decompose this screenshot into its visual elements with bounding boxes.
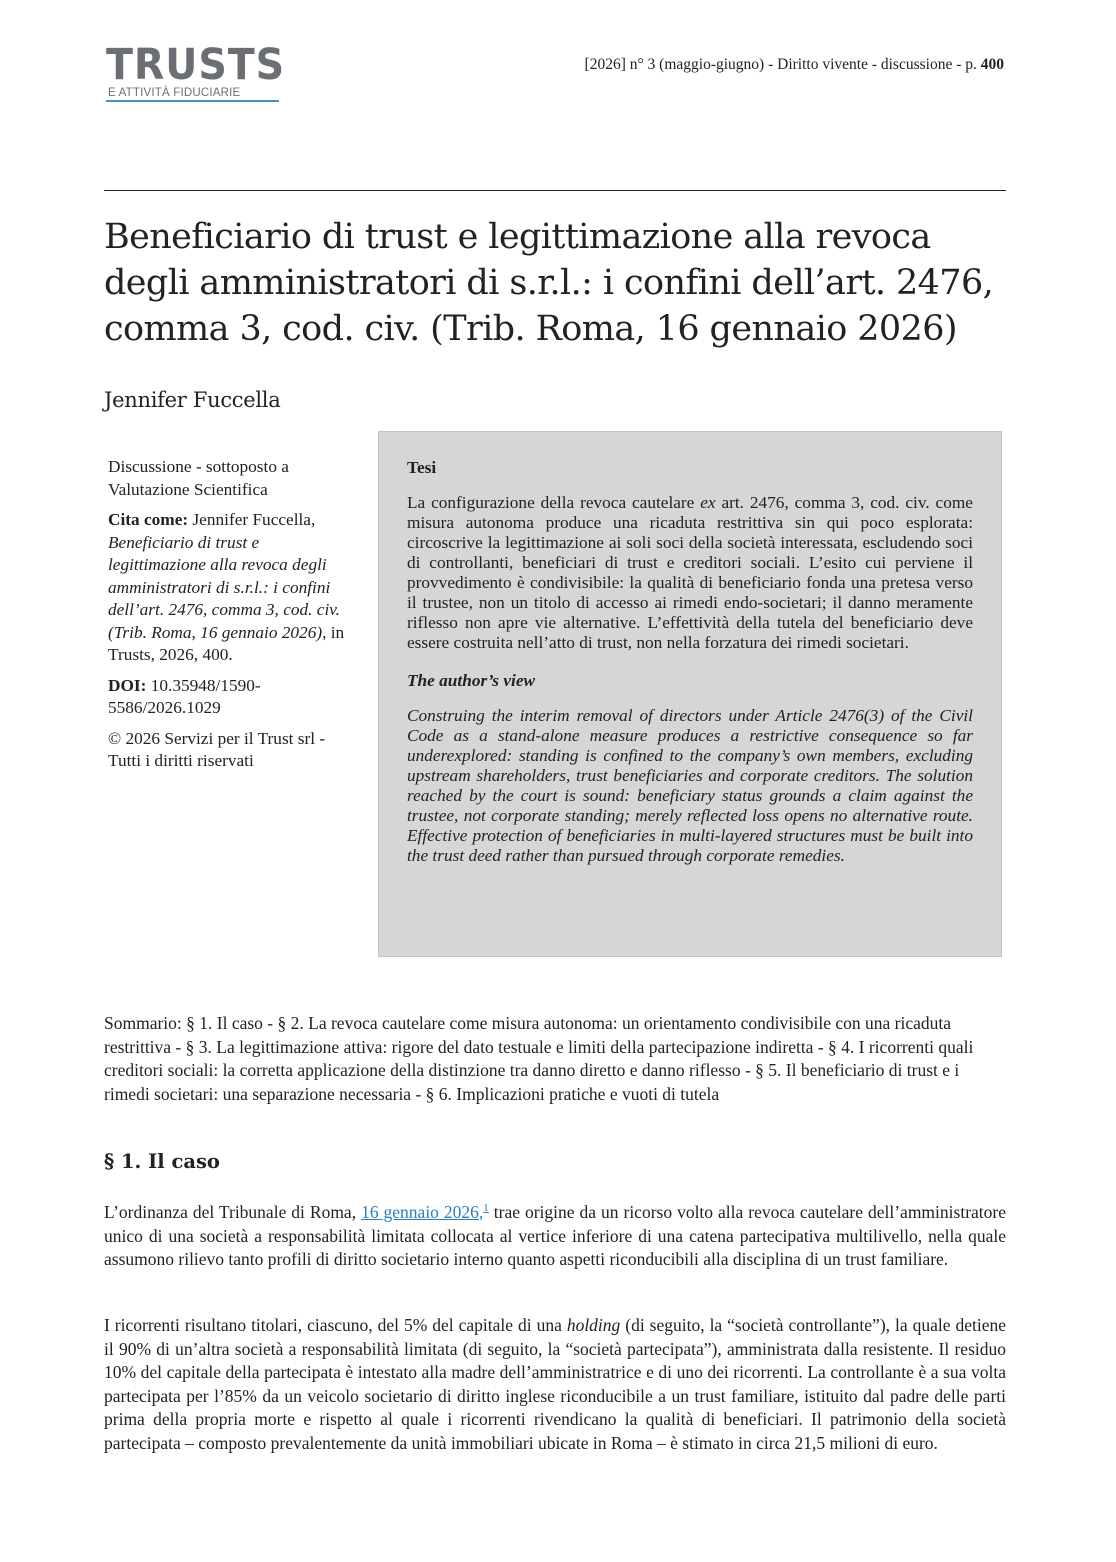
copyright-notice: © 2026 Servizi per il Trust srl - Tutti i diritti riservati (108, 728, 326, 770)
doi (108, 675, 358, 720)
citation-page-number: 400 (980, 56, 1004, 73)
doi-value[interactable]: 10.35948/1590-5586/2026.1029 (108, 675, 261, 717)
cite-title: Beneficiario di trust e legittimazione alla revoca degli amministratori di s.r.l.: i confini dell’art. 2476, comma 3, cod. civ. (Trib. Roma, 16 gennaio 2026) (108, 532, 340, 642)
paragraph-text: (di seguito, la “società controllante”), la quale detiene il 90% di un’altra società a responsabilità limitata (di seguito, la “società partecipata”), amministrata dalla resistente. Il residuo 10% del capitale della partecipata è intestato alla madre dell’amministratrice e di uno dei ricorrenti. La controllante è a sua volta partecipata per l’85% da un veicolo societario di diritto inglese riconducibile a un trust familiare, istituito dal padre delle parti prima della propria morte e rispetto al quale i ricorrenti rivendicano la qualità di beneficiari. Il patrimonio della società partecipata – composto prevalentemente da unità immobiliari ubicate in Roma – è stimato in circa 21,5 milioni di euro. (104, 1315, 1006, 1453)
doi-label: DOI: (108, 675, 147, 695)
article-author: Jennifer Fuccella (104, 388, 281, 412)
journal-logo (106, 40, 286, 99)
abstract-box (378, 431, 1002, 957)
logo-subtitle: E ATTIVITÀ FIDUCIARIE (108, 87, 241, 99)
header-divider (104, 190, 1006, 191)
italic-term: holding (566, 1315, 621, 1335)
cite-author: Jennifer Fuccella, (188, 510, 316, 529)
abstract-text-en: Construing the interim removal of directors under Article 2476(3) of the Civil Code as a stand-alone measure produces a restrictive consequence so far underexplored: standing is confined to the company’s own members, excluding upstream shareholders, trust beneficiaries and corporate creditors. The solution reached by the court is sound: beneficiary status grounds a claim against the trustee, not corporate standing; merely reflected loss opens no alternative route. Effective protection of beneficiaries in multi-layered structures must be built into the trust deed rather than pursued through corporate remedies. (407, 706, 973, 865)
cite-as (108, 509, 358, 667)
abstract-it-part1: La configurazione della revoca cautelare (407, 493, 701, 512)
body-paragraph (104, 1201, 1006, 1272)
footnote-reference[interactable]: 1 (483, 1202, 489, 1214)
citation-text: [2026] n° 3 (maggio-giugno) - Diritto vivente - discussione - p. (584, 56, 981, 73)
abstract-text-it (407, 493, 973, 653)
paragraph-text: I ricorrenti risultano titolari, ciascuno, del 5% del capitale di una (104, 1315, 567, 1335)
paragraph-text: L’ordinanza del Tribunale di Roma, (104, 1202, 362, 1222)
cite-label: Cita come: (108, 510, 189, 529)
article-title: Beneficiario di trust e legittimazione alla revoca degli amministratori di s.r.l.: i confini dell’art. 2476, comma 3, cod. civ. (Trib. Roma, 16 gennaio 2026) (104, 217, 994, 349)
logo-wordmark: TRUSTS (106, 40, 286, 90)
running-header-citation (585, 56, 1004, 74)
link-comma: , (478, 1202, 484, 1222)
abstract-it-ex: ex (700, 493, 716, 512)
body-paragraph (104, 1314, 1006, 1455)
article-metadata (108, 456, 358, 781)
abstract-it-part2: art. 2476, comma 3, cod. civ. come misura autonoma produce una ricaduta restrittiva sin qui poco esplorata: circoscrive la legittimazione ai soli soci della società interessata, escludendo soci di controllanti, beneficiari di trust e creditori sociali. L’esito cui perviene il provvedimento è condivisibile: la qualità di beneficiario fonda una pretesa verso il trustee, non un titolo di accesso ai rimedi endo-societari; il danno meramente riflesso non apre vie alternative. L’effettività della tutela del beneficiario deve essere costruita nell’atto di trust, non nella forzatura dei rimedi societari. (407, 493, 973, 652)
logo-underline (106, 100, 279, 102)
section-heading: § 1. Il caso (104, 1150, 220, 1173)
abstract-heading-it: Tesi (407, 458, 437, 477)
article-type: Discussione - sottoposto a Valutazione Scientifica (108, 457, 289, 499)
cite-source: , in Trusts, 2026, 400. (108, 622, 345, 664)
abstract-heading-en: The author’s view (407, 671, 536, 690)
decision-link[interactable]: 16 gennaio 2026 (361, 1202, 479, 1222)
table-of-contents-summary: Sommario: § 1. Il caso - § 2. La revoca cautelare come misura autonoma: un orientamento condivisibile con una ricaduta restrittiva - § 3. La legittimazione attiva: rigore del dato testuale e limiti della partecipazione indiretta - § 4. I ricorrenti quali creditori sociali: la corretta applicazione della distinzione tra danno diretto e danno riflesso - § 5. Il beneficiario di trust e i rimedi societari: una separazione necessaria - § 6. Implicazioni pratiche e vuoti di tutela (104, 1013, 974, 1104)
paragraph-text: trae origine da un ricorso volto alla revoca cautelare dell’amministratore unico di una società a responsabilità limitata collocata al vertice inferiore di una catena partecipativa multilivello, nella quale assumono rilievo tanto profili di diritto societario interno quanto aspetti riconducibili alla disciplina di un trust familiare. (104, 1202, 1006, 1269)
